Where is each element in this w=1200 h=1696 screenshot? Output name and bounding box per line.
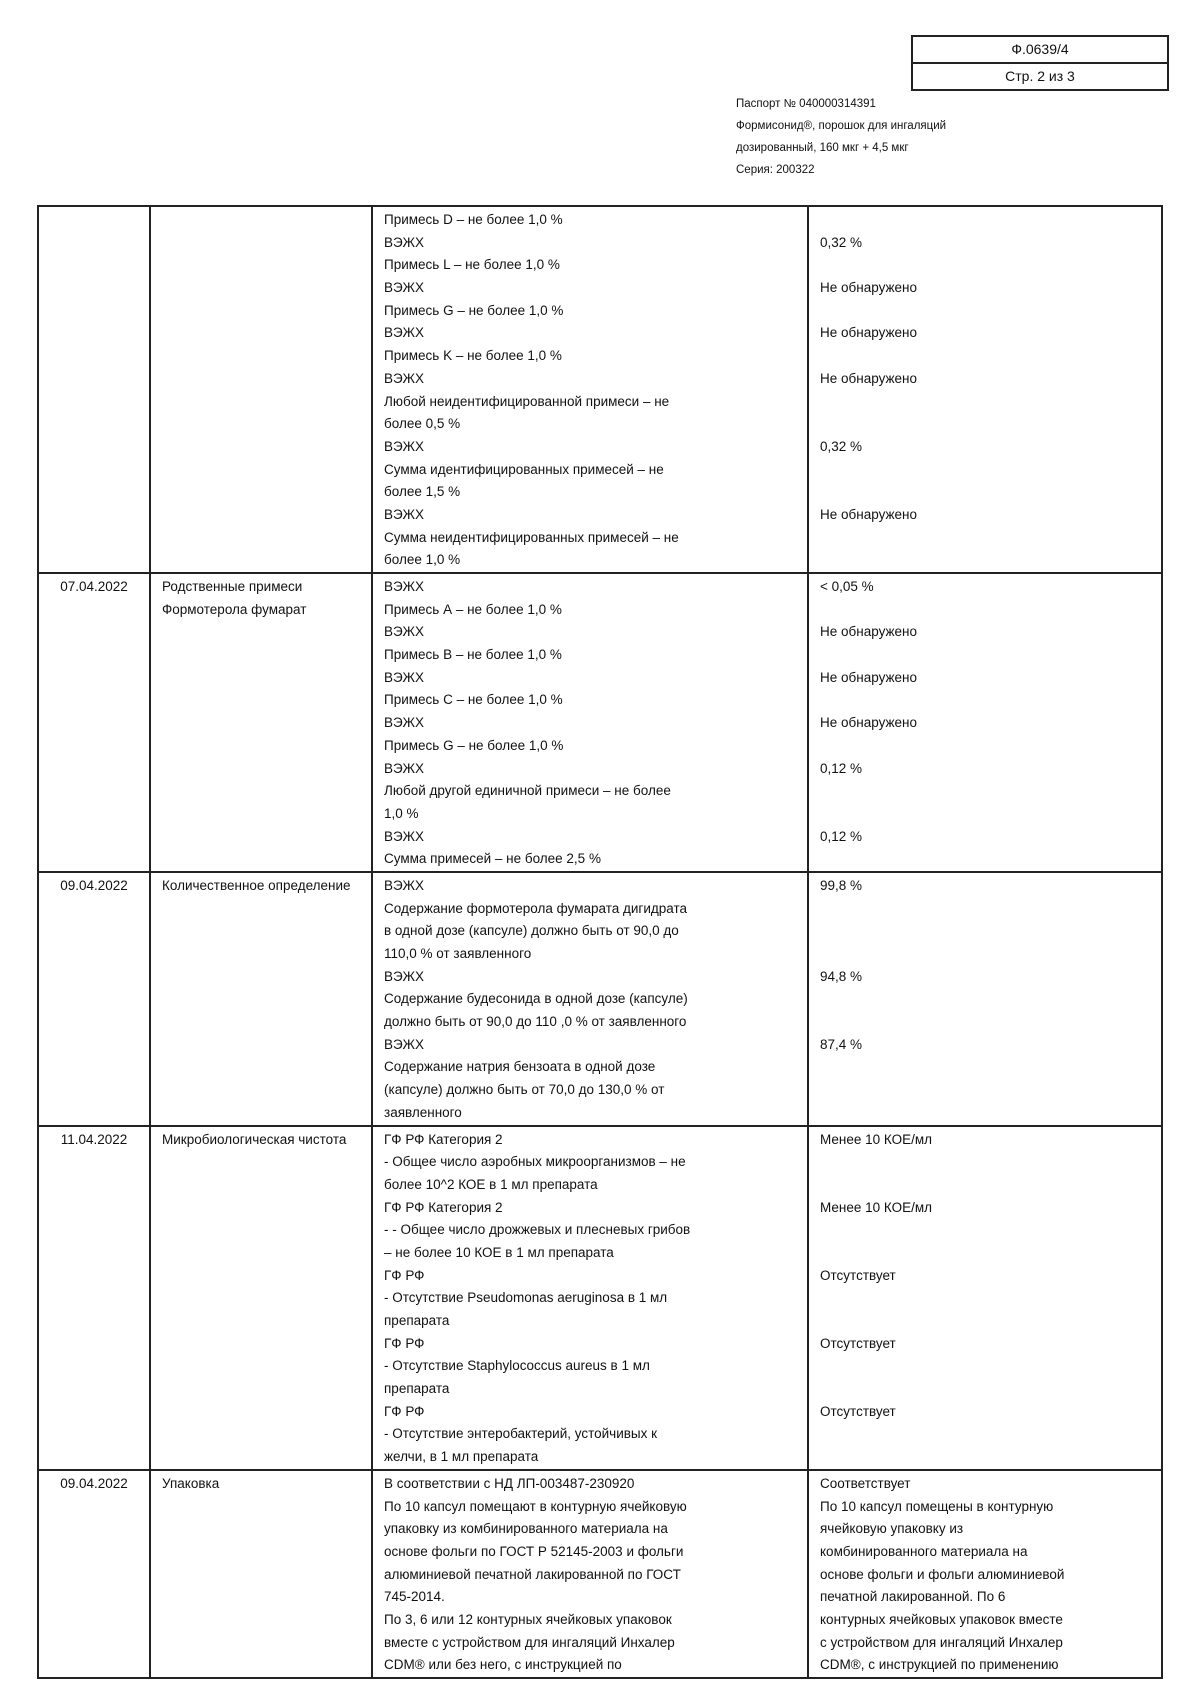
result-line: [820, 209, 1150, 232]
requirement-line: ГФ РФ Категория 2: [384, 1131, 503, 1147]
date-cell: 09.04.2022: [38, 1470, 150, 1678]
indicator-cell: [150, 206, 372, 573]
requirement-line: ВЭЖХ: [384, 1036, 425, 1052]
requirement-line: ВЭЖХ: [384, 234, 425, 250]
result-line: [820, 735, 1150, 758]
requirement-line: 110,0 % от заявленного: [384, 946, 532, 961]
requirement-line: упаковку из комбинированного материала на: [384, 1521, 668, 1537]
requirement-line: основе фольги по ГОСТ Р 52145-2003 и фольги: [384, 1543, 684, 1559]
requirement-line: В соответствии с НД ЛП-003487-230920: [384, 1475, 635, 1491]
result-line: [820, 1219, 1150, 1242]
result-line: Не обнаружено: [820, 669, 917, 685]
requirement-line: По 10 капсул помещают в контурную ячейковую: [384, 1498, 687, 1514]
requirement-cell: [372, 1470, 808, 1678]
requirement-line: ГФ РФ: [384, 1267, 425, 1283]
indicator-cell: Микробиологическая чистота: [150, 1126, 372, 1470]
requirement-line: Примесь G – не более 1,0 %: [384, 737, 564, 753]
requirement-line: более 10^2 КОЕ в 1 мл препарата: [384, 1176, 598, 1192]
result-line: Не обнаружено: [820, 624, 917, 640]
indicator-cell: Количественное определение: [150, 872, 372, 1126]
result-line: [820, 1242, 1150, 1265]
requirement-line: алюминиевой печатной лакированной по ГОСТ: [384, 1566, 681, 1582]
result-line: [820, 1151, 1150, 1174]
indicator-cell: Упаковка: [150, 1470, 372, 1678]
requirement-line: CDM® или без него, с инструкцией по: [384, 1657, 622, 1673]
result-line: 0,32 %: [820, 234, 863, 250]
requirement-line: препарата: [384, 1313, 450, 1328]
requirement-line: Сумма примесей – не более 2,5 %: [384, 851, 601, 867]
result-line: [820, 481, 1150, 504]
requirement-line: желчи, в 1 мл препарата: [384, 1449, 539, 1465]
product-name: Формисонид®, порошок для ингаляций: [736, 120, 947, 132]
result-line: 0,32 %: [820, 438, 863, 454]
result-line: 0,12 %: [820, 760, 863, 776]
form-number: Ф.0639/4: [1011, 41, 1069, 57]
result-line: [820, 459, 1150, 482]
requirement-cell: [372, 872, 808, 1126]
result-line: Не обнаружено: [820, 715, 917, 731]
requirement-cell: [372, 573, 808, 872]
table-row: [38, 206, 1162, 573]
date-cell: 09.04.2022: [38, 872, 150, 1126]
requirement-line: Примесь L – не более 1,0 %: [384, 257, 560, 273]
table-row: [38, 1470, 1162, 1678]
requirement-line: Сумма идентифицированных примесей – не: [384, 461, 664, 477]
requirement-line: ВЭЖХ: [384, 280, 425, 296]
requirement-cell: [372, 206, 808, 573]
passport-info: [736, 93, 946, 181]
result-line: [820, 527, 1150, 550]
requirement-line: Примесь G – не более 1,0 %: [384, 302, 564, 318]
table-row: [38, 573, 1162, 872]
result-line: [820, 988, 1150, 1011]
result-line: основе фольги и фольги алюминиевой: [820, 1566, 1065, 1582]
result-cell: [808, 573, 1162, 872]
result-line: 94,8 %: [820, 968, 863, 984]
requirement-line: ВЭЖХ: [384, 828, 425, 844]
result-line: Отсутствует: [820, 1403, 896, 1419]
form-number-box: [911, 35, 1169, 91]
result-line: [820, 644, 1150, 667]
result-line: [820, 391, 1150, 414]
requirement-line: Примесь K – не более 1,0 %: [384, 348, 562, 364]
requirement-line: ВЭЖХ: [384, 624, 425, 640]
result-line: [820, 780, 1150, 803]
result-line: [820, 1011, 1150, 1034]
result-line: с устройством для ингаляций Инхалер: [820, 1634, 1063, 1650]
result-cell: [808, 1126, 1162, 1470]
result-cell: [808, 1470, 1162, 1678]
requirement-line: Содержание натрия бензоата в одной дозе: [384, 1059, 656, 1075]
result-line: [820, 1079, 1150, 1102]
result-line: [820, 1102, 1150, 1125]
result-cell: [808, 206, 1162, 573]
result-line: Менее 10 КОЕ/мл: [820, 1199, 933, 1215]
result-line: Соответствует: [820, 1475, 911, 1491]
requirement-line: более 0,5 %: [384, 416, 461, 432]
result-line: Не обнаружено: [820, 506, 917, 522]
result-line: [820, 1378, 1150, 1401]
requirement-line: - Отсутствие Staphylococcus aureus в 1 мл: [384, 1358, 650, 1374]
requirement-line: ВЭЖХ: [384, 579, 425, 594]
requirement-line: - Отсутствие энтеробактерий, устойчивых к: [384, 1426, 658, 1442]
requirement-line: ГФ РФ: [384, 1403, 425, 1419]
requirement-line: Содержание будесонида в одной дозе (капсуле): [384, 991, 688, 1007]
requirement-cell: [372, 1126, 808, 1470]
requirement-line: ВЭЖХ: [384, 715, 425, 731]
result-line: [820, 599, 1150, 622]
requirement-line: Примесь А – не более 1,0 %: [384, 601, 562, 617]
result-cell: [808, 872, 1162, 1126]
result-line: 0,12 %: [820, 828, 863, 844]
requirement-line: ВЭЖХ: [384, 370, 425, 386]
requirement-line: Содержание формотерола фумарата дигидрата: [384, 900, 688, 916]
requirement-line: 1,0 %: [384, 805, 419, 821]
result-line: Менее 10 КОЕ/мл: [820, 1131, 933, 1147]
requirement-line: По 3, 6 или 12 контурных ячейковых упаковок: [384, 1611, 672, 1627]
requirement-line: ВЭЖХ: [384, 325, 425, 341]
passport-number: Паспорт № 040000314391: [736, 98, 876, 110]
requirement-line: Любой неидентифицированной примеси – не: [384, 393, 670, 409]
result-line: [820, 1423, 1150, 1446]
result-line: [820, 803, 1150, 826]
result-line: [820, 1355, 1150, 1378]
result-line: 87,4 %: [820, 1036, 863, 1052]
result-line: [820, 943, 1150, 966]
requirement-line: Примесь С – не более 1,0 %: [384, 692, 563, 708]
date-cell: 11.04.2022: [38, 1126, 150, 1470]
table-row: [38, 1126, 1162, 1470]
result-line: Отсутствует: [820, 1267, 896, 1283]
requirement-line: - Отсутствие Pseudomonas aeruginosa в 1 мл: [384, 1290, 668, 1306]
result-line: [820, 1174, 1150, 1197]
requirement-line: Любой другой единичной примеси – не более: [384, 783, 671, 799]
result-line: Не обнаружено: [820, 370, 917, 386]
requirement-line: ВЭЖХ: [384, 877, 425, 893]
result-line: По 10 капсул помещены в контурную: [820, 1498, 1054, 1514]
result-line: < 0,05 %: [820, 579, 874, 594]
result-line: [820, 1056, 1150, 1079]
requirement-line: ГФ РФ Категория 2: [384, 1199, 503, 1215]
product-dosage: дозированный, 160 мкг + 4,5 мкг: [736, 142, 909, 154]
result-line: Не обнаружено: [820, 280, 917, 296]
result-line: [820, 345, 1150, 368]
requirement-line: более 1,0 %: [384, 552, 461, 568]
requirement-line: - Общее число аэробных микроорганизмов – не: [384, 1154, 686, 1170]
result-line: CDM®, с инструкцией по применению: [820, 1657, 1059, 1673]
result-line: [820, 920, 1150, 943]
result-line: контурных ячейковых упаковок вместе: [820, 1611, 1063, 1627]
result-line: [820, 413, 1150, 436]
requirement-line: более 1,5 %: [384, 484, 461, 500]
batch-series: Серия: 200322: [736, 164, 815, 176]
requirement-line: ГФ РФ: [384, 1335, 425, 1351]
test-results-table: [37, 205, 1163, 1679]
result-line: [820, 254, 1150, 277]
requirement-line: (капсуле) должно быть от 70,0 до 130,0 % от: [384, 1082, 665, 1098]
result-line: [820, 300, 1150, 323]
requirement-line: ВЭЖХ: [384, 506, 425, 522]
result-line: Отсутствует: [820, 1335, 896, 1351]
requirement-line: ВЭЖХ: [384, 760, 425, 776]
result-line: [820, 549, 1150, 572]
requirement-line: вместе с устройством для ингаляций Инхалер: [384, 1634, 675, 1650]
result-line: [820, 689, 1150, 712]
page-label: Стр. 2 из 3: [913, 62, 1167, 89]
requirement-line: Примесь D – не более 1,0 %: [384, 212, 563, 227]
date-cell: 07.04.2022: [38, 573, 150, 872]
result-line: [820, 1287, 1150, 1310]
requirement-line: – не более 10 КОЕ в 1 мл препарата: [384, 1244, 614, 1260]
requirement-line: ВЭЖХ: [384, 438, 425, 454]
requirement-line: - - Общее число дрожжевых и плесневых грибов: [384, 1222, 691, 1238]
result-line: [820, 848, 1150, 871]
requirement-line: должно быть от 90,0 до 110 ,0 % от заявленного: [384, 1014, 687, 1030]
result-line: комбинированного материала на: [820, 1543, 1028, 1559]
date-cell: [38, 206, 150, 573]
requirement-line: ВЭЖХ: [384, 968, 425, 984]
requirement-line: ВЭЖХ: [384, 669, 425, 685]
requirement-line: в одной дозе (капсуле) должно быть от 90,0 до: [384, 923, 679, 939]
requirement-line: Примесь В – не более 1,0 %: [384, 647, 562, 663]
result-line: [820, 898, 1150, 921]
result-line: Не обнаружено: [820, 325, 917, 341]
result-line: [820, 1310, 1150, 1333]
table-row: [38, 872, 1162, 1126]
requirement-line: заявленного: [384, 1104, 462, 1120]
result-line: [820, 1446, 1150, 1469]
requirement-line: 745-2014.: [384, 1589, 445, 1605]
requirement-line: препарата: [384, 1381, 450, 1397]
result-line: печатной лакированной. По 6: [820, 1589, 1006, 1605]
requirement-line: Сумма неидентифицированных примесей – не: [384, 529, 679, 545]
result-line: 99,8 %: [820, 877, 863, 893]
indicator-cell: Родственные примеси Формотерола фумарат: [150, 573, 372, 872]
result-line: ячейковую упаковку из: [820, 1521, 964, 1537]
